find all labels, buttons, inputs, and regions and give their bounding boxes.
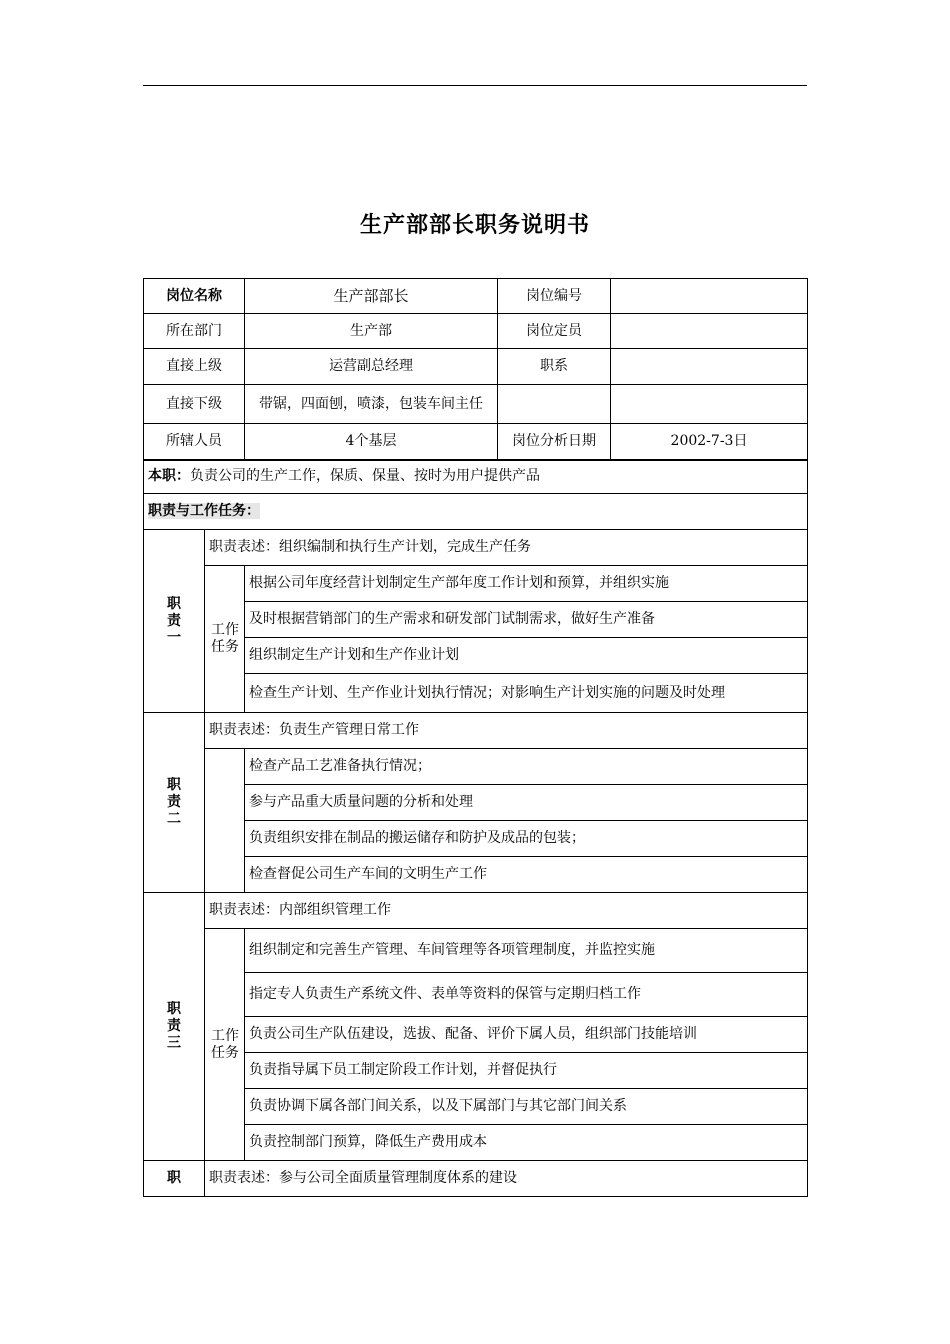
direct-subordinate-label: 直接下级 [144,385,245,424]
responsibility-2-statement: 职责表述：负责生产管理日常工作 [205,713,808,749]
task-item: 负责公司生产队伍建设，选拔、配备、评价下属人员，组织部门技能培训 [245,1017,808,1053]
job-series-label: 职系 [498,349,611,385]
analysis-date-label: 岗位分析日期 [498,424,611,460]
task-item: 检查产品工艺准备执行情况； [245,749,808,785]
position-code-label: 岗位编号 [498,279,611,314]
staff-count-value: 4个基层 [245,424,498,460]
task-item: 检查督促公司生产车间的文明生产工作 [245,857,808,893]
task-item: 参与产品重大质量问题的分析和处理 [245,785,808,821]
task-item: 负责协调下属各部门间关系，以及下属部门与其它部门间关系 [245,1089,808,1125]
task-item: 指定专人负责生产系统文件、表单等资料的保管与定期归档工作 [245,973,808,1017]
duty-summary-label: 本职： [148,468,190,485]
department-value: 生产部 [245,314,498,349]
duty-summary-text: 负责公司的生产工作，保质、保量、按时为用户提供产品 [190,468,540,485]
department-label: 所在部门 [144,314,245,349]
task-item: 负责控制部门预算，降低生产费用成本 [245,1125,808,1161]
task-item: 检查生产计划、生产作业计划执行情况；对影响生产计划实施的问题及时处理 [245,674,808,713]
empty-cell [498,385,611,424]
job-series-value [611,349,808,385]
position-quota-label: 岗位定员 [498,314,611,349]
direct-superior-value: 运营副总经理 [245,349,498,385]
responsibility-2-label: 职责二 [144,713,205,893]
task-item: 负责组织安排在制品的搬运储存和防护及成品的包装； [245,821,808,857]
responsibility-1-label: 职责一 [144,530,205,713]
task-item: 组织制定生产计划和生产作业计划 [245,638,808,674]
position-name-value: 生产部部长 [245,279,498,314]
responsibility-2-task-label [205,749,245,893]
analysis-date-value: 2002-7-3日 [611,424,808,460]
position-name-label: 岗位名称 [144,279,245,314]
empty-cell [611,385,808,424]
document-title: 生产部部长职务说明书 [359,213,590,238]
task-item: 根据公司年度经营计划制定生产部年度工作计划和预算，并组织实施 [245,566,808,602]
position-code-value [611,279,808,314]
responsibility-1-task-label: 工作任务 [205,566,245,713]
task-item: 负责指导属下员工制定阶段工作计划，并督促执行 [245,1053,808,1089]
job-description-table [143,278,808,1197]
staff-count-label: 所辖人员 [144,424,245,460]
direct-superior-label: 直接上级 [144,349,245,385]
responsibility-1-statement: 职责表述：组织编制和执行生产计划，完成生产任务 [205,530,808,566]
responsibility-4-statement: 职责表述：参与公司全面质量管理制度体系的建设 [205,1161,808,1197]
responsibility-3-label: 职责三 [144,893,205,1161]
task-item: 组织制定和完善生产管理、车间管理等各项管理制度，并监控实施 [245,929,808,973]
header-rule [143,85,807,86]
responsibilities-heading: 职责与工作任务： [144,494,808,530]
responsibility-4-label: 职 [144,1161,205,1197]
responsibility-3-statement: 职责表述：内部组织管理工作 [205,893,808,929]
task-item: 及时根据营销部门的生产需求和研发部门试制需求，做好生产准备 [245,602,808,638]
responsibility-3-task-label: 工作任务 [205,929,245,1161]
position-quota-value [611,314,808,349]
duty-summary [144,460,808,494]
direct-subordinate-value: 带锯，四面刨，喷漆，包装车间主任 [245,385,498,424]
